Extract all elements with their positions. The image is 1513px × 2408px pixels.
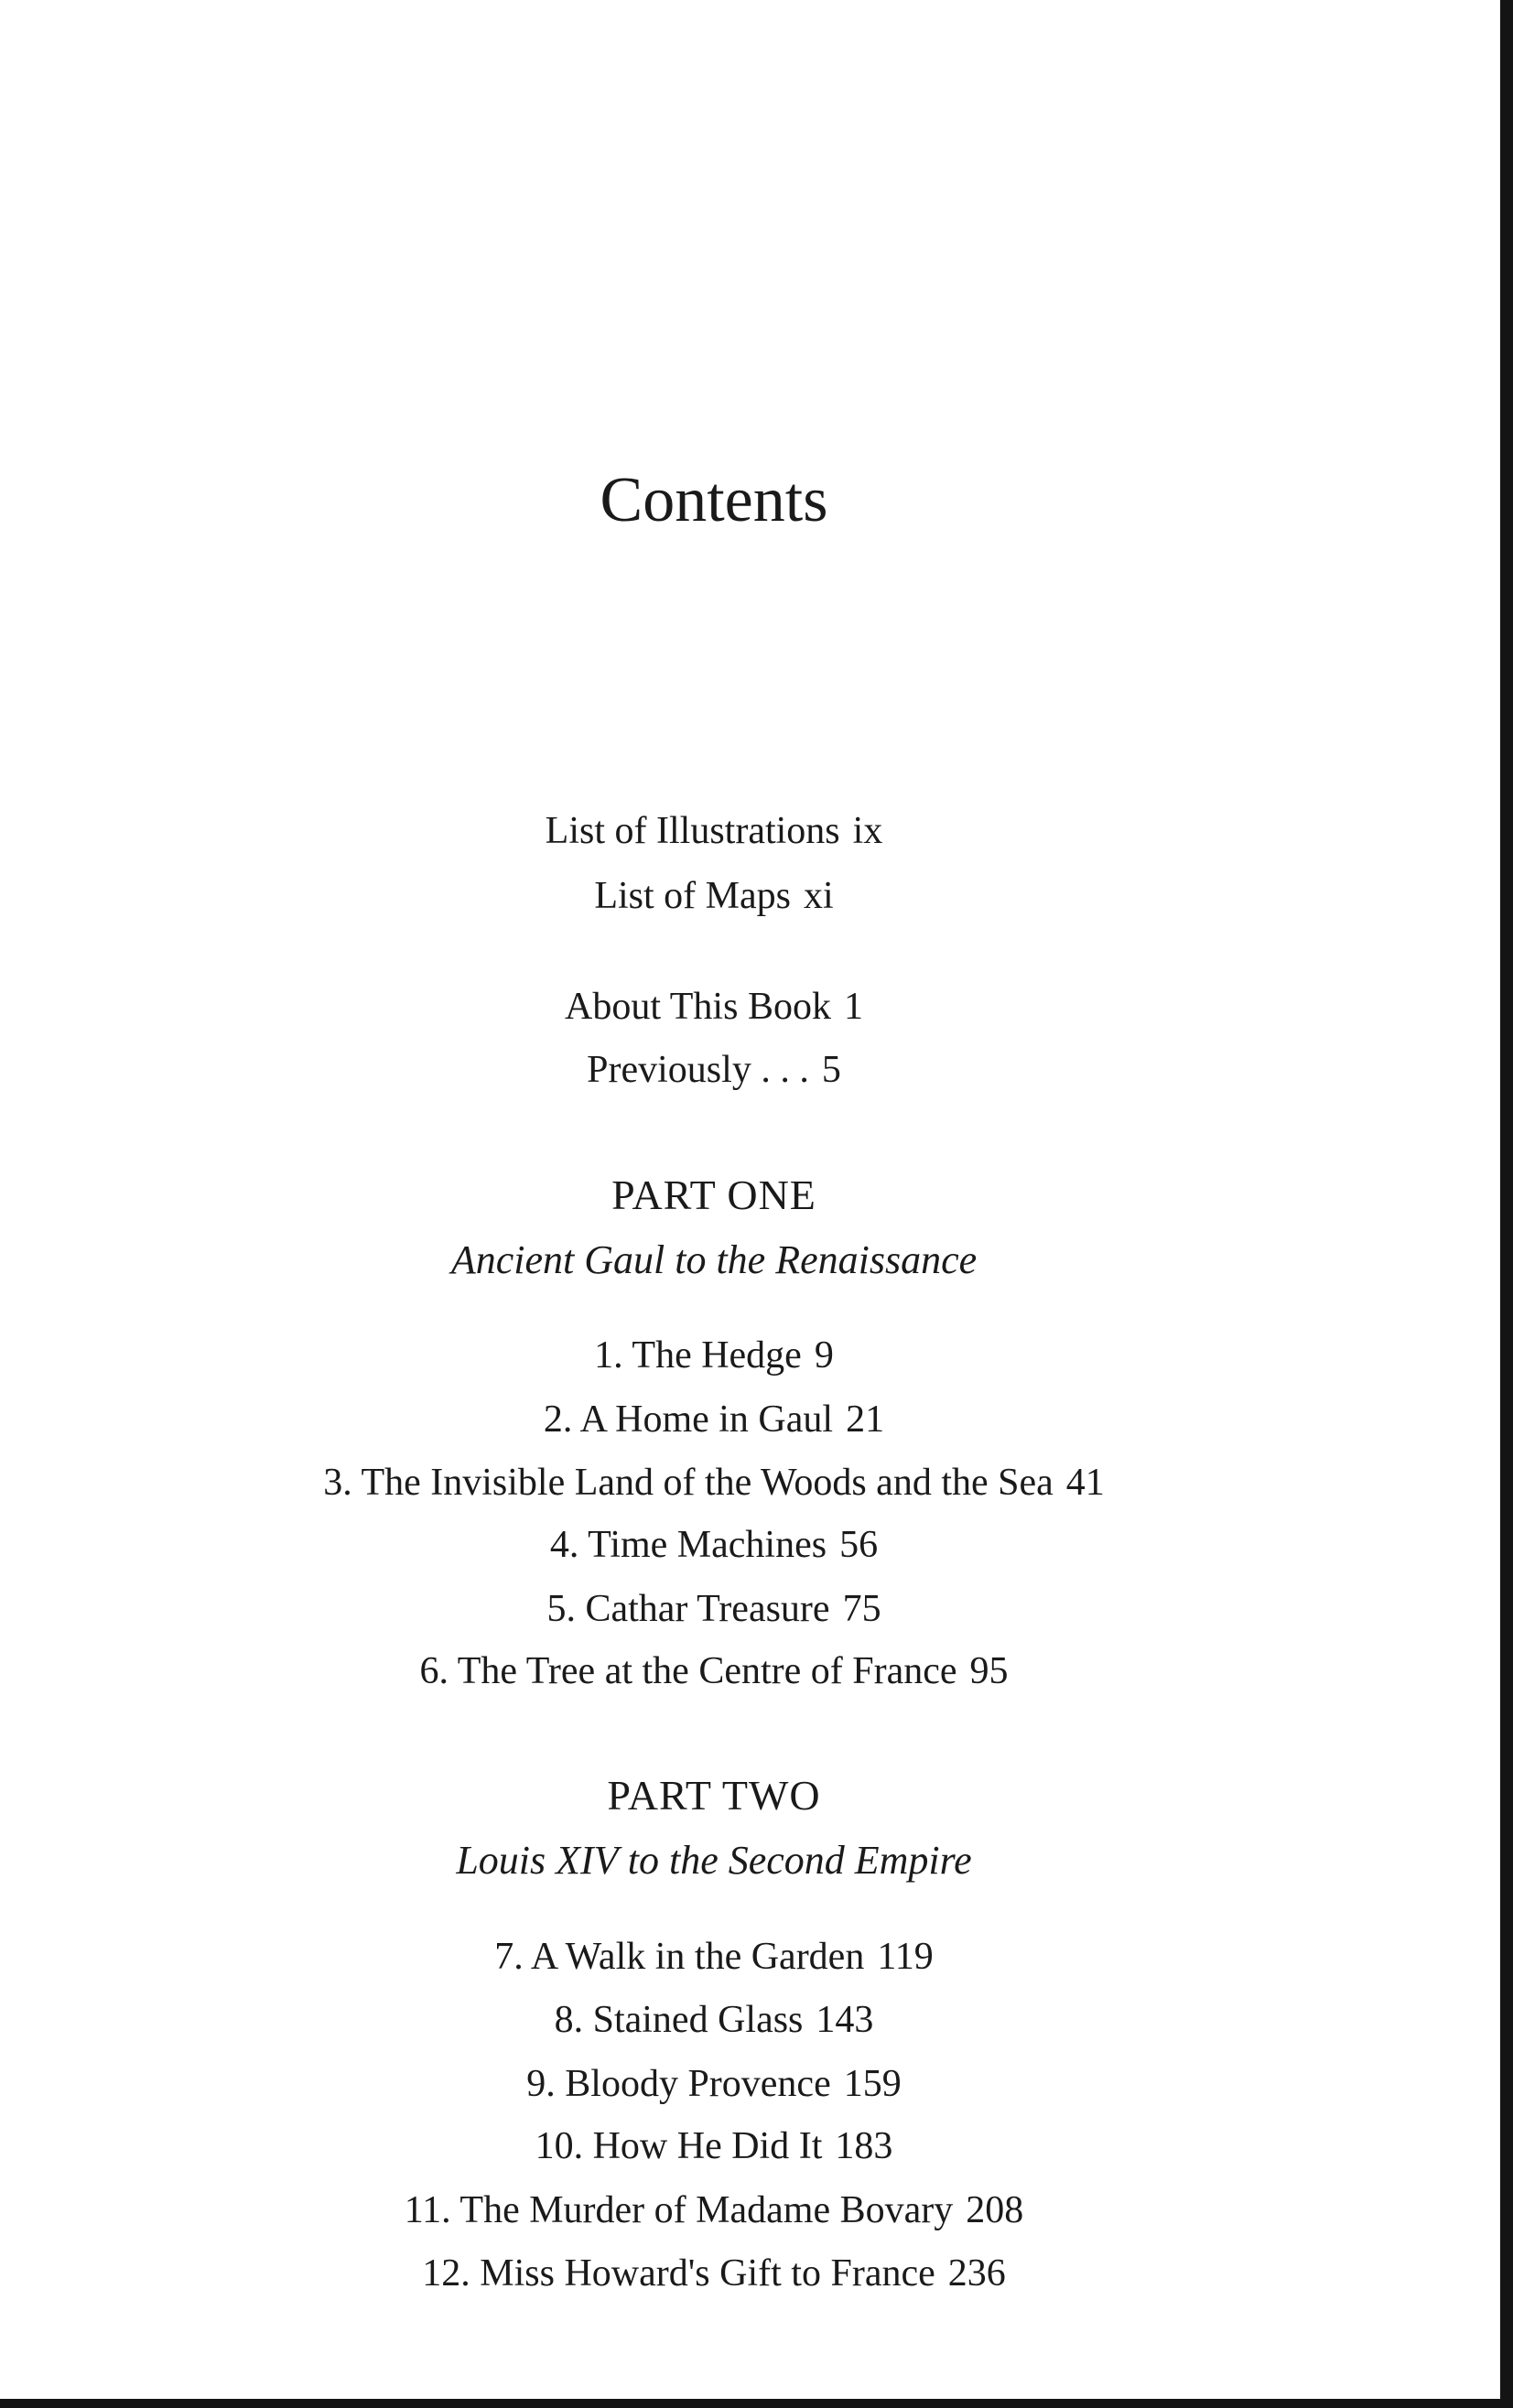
toc-entry-page: 21 — [846, 1398, 885, 1441]
toc-entry-label: 8. Stained Glass — [554, 1999, 804, 2041]
toc-entry-chapter-10[interactable] — [0, 2122, 1428, 2170]
toc-entry-label: 3. The Invisible Land of the Woods and the Sea — [323, 1462, 1054, 1504]
toc-entry-chapter-1[interactable] — [0, 1332, 1428, 1379]
toc-entry-chapter-9[interactable] — [0, 2060, 1428, 2108]
toc-entry-chapter-7[interactable] — [0, 1933, 1428, 1981]
toc-entry-label: About This Book — [565, 986, 831, 1028]
toc-entry-chapter-11[interactable] — [0, 2187, 1428, 2234]
toc-entry-label: 1. The Hedge — [594, 1334, 802, 1377]
toc-entry-label: 11. The Murder of Madame Bovary — [404, 2189, 954, 2231]
toc-entry-chapter-12[interactable] — [0, 2250, 1428, 2297]
toc-entry-page: 236 — [947, 2252, 1006, 2295]
toc-entry-page: 208 — [966, 2189, 1024, 2231]
part-one-heading: PART ONE — [611, 1172, 816, 1218]
toc-entry-page: 159 — [843, 2063, 902, 2105]
toc-entry-list-of-maps[interactable] — [0, 872, 1428, 920]
page-edge-bottom — [0, 2399, 1513, 2408]
toc-entry-page: 143 — [816, 1999, 874, 2041]
page-edge-right — [1500, 0, 1513, 2408]
toc-entry-chapter-2[interactable] — [0, 1396, 1428, 1443]
toc-entry-page: 1 — [843, 986, 863, 1028]
toc-entry-about-this-book[interactable] — [0, 983, 1428, 1031]
part-two-heading: PART TWO — [607, 1772, 821, 1819]
toc-entry-page: ix — [852, 810, 883, 852]
toc-entry-page: 119 — [877, 1936, 934, 1978]
toc-entry-chapter-3[interactable] — [0, 1459, 1428, 1506]
toc-entry-label: 4. Time Machines — [549, 1524, 827, 1566]
toc-entry-label: List of Maps — [594, 875, 791, 917]
toc-entry-label: 5. Cathar Treasure — [546, 1588, 830, 1630]
toc-entry-page: xi — [803, 875, 834, 917]
part-one-subtitle: Ancient Gaul to the Renaissance — [450, 1237, 978, 1282]
toc-entry-label: 10. How He Did It — [535, 2125, 823, 2167]
toc-entry-page: 75 — [842, 1588, 881, 1630]
toc-entry-label: 9. Bloody Provence — [526, 2063, 831, 2105]
toc-entry-page: 41 — [1065, 1462, 1105, 1504]
toc-entry-chapter-4[interactable] — [0, 1521, 1428, 1569]
toc-entry-label: 6. The Tree at the Centre of France — [419, 1650, 957, 1692]
toc-entry-page: 5 — [821, 1049, 841, 1091]
page-title: Contents — [600, 465, 828, 535]
part-two-subtitle: Louis XIV to the Second Empire — [456, 1838, 972, 1883]
toc-entry-page: 95 — [969, 1650, 1009, 1692]
toc-entry-label: List of Illustrations — [545, 810, 840, 852]
toc-entry-chapter-5[interactable] — [0, 1585, 1428, 1633]
toc-entry-page: 183 — [835, 2125, 893, 2167]
toc-entry-page: 9 — [814, 1334, 834, 1377]
toc-entry-label: 7. A Walk in the Garden — [494, 1936, 865, 1978]
toc-entry-list-of-illustrations[interactable] — [0, 807, 1428, 855]
toc-entry-label: Previously . . . — [587, 1049, 809, 1091]
toc-entry-previously[interactable] — [0, 1046, 1428, 1094]
toc-entry-label: 2. A Home in Gaul — [543, 1398, 834, 1441]
toc-entry-page: 56 — [839, 1524, 879, 1566]
toc-entry-label: 12. Miss Howard's Gift to France — [422, 2252, 935, 2295]
toc-entry-chapter-6[interactable] — [0, 1647, 1428, 1695]
toc-entry-chapter-8[interactable] — [0, 1996, 1428, 2044]
